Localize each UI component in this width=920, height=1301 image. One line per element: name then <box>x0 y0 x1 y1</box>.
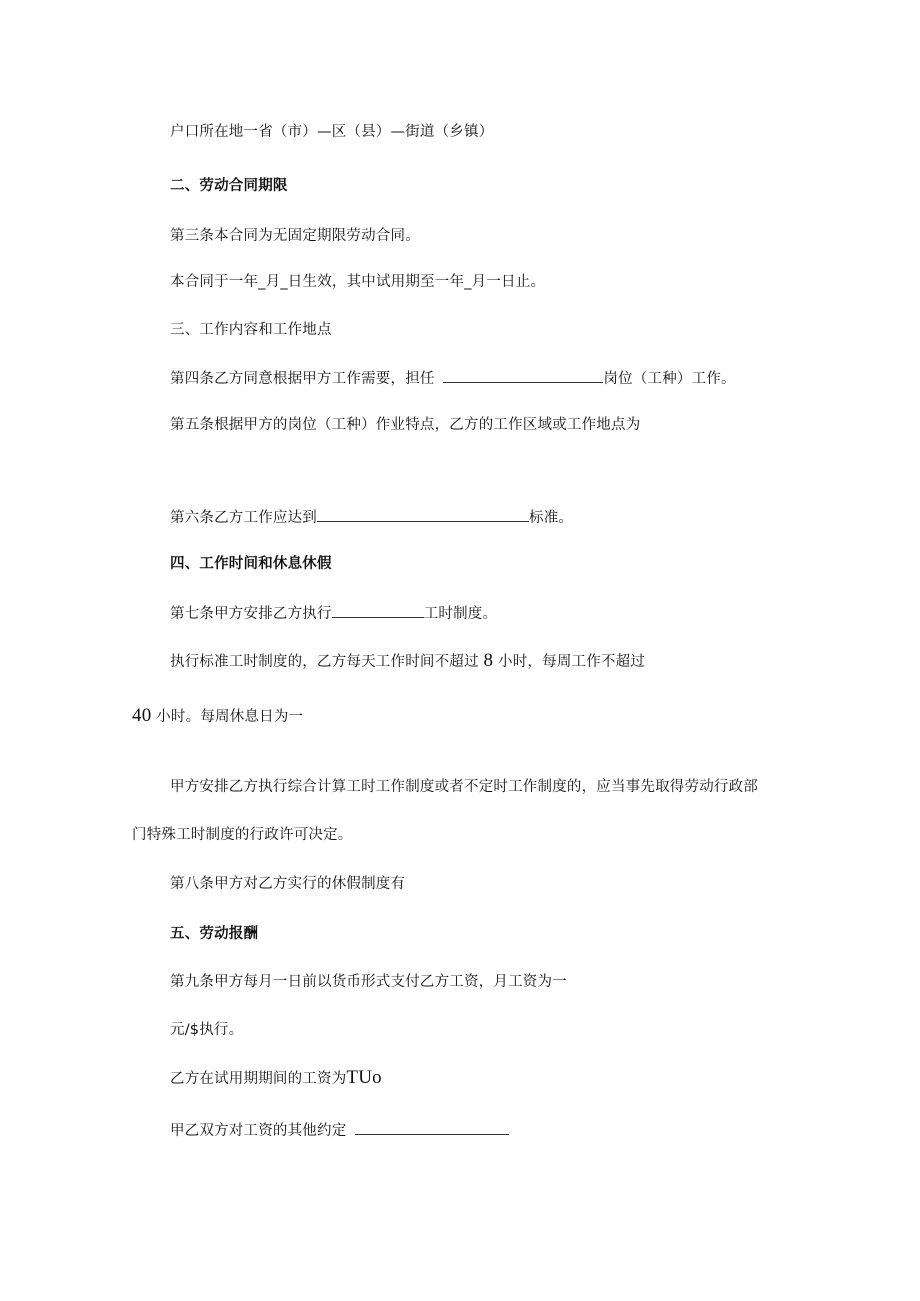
section-heading-contract-term <box>170 176 288 196</box>
section-heading-work-content <box>170 320 332 340</box>
special-hours-continuation-line <box>132 825 353 845</box>
article-3-line <box>170 226 420 246</box>
section-heading-working-hours <box>170 554 332 574</box>
contract-effective-text: 本合同于一年_月_日生效，其中试用期至一年_月一日止。 <box>170 274 546 290</box>
section-heading-work-content-text: 三、工作内容和工作地点 <box>170 322 332 338</box>
other-wage-blank-field[interactable] <box>355 1120 509 1135</box>
special-hours-continuation-text: 门特殊工时制度的行政许可决定。 <box>132 827 353 843</box>
other-wage-agreement-text: 甲乙双方对工资的其他约定 <box>170 1123 347 1139</box>
position-blank-field[interactable] <box>443 368 603 383</box>
household-registration-line <box>170 122 493 142</box>
contract-effective-line <box>170 272 545 292</box>
wage-unit-line <box>170 1020 243 1040</box>
standard-hours-text-after: 小时，每周工作不超过 <box>498 654 646 670</box>
probation-wage-text: 乙方在试用期期间的工资为 <box>170 1071 347 1087</box>
weekly-hours-number: 40 <box>132 705 152 726</box>
household-registration-text: 户口所在地一省（市）—区（县）—街道（乡镇） <box>170 124 494 140</box>
article-9-line <box>170 972 567 992</box>
article-8-text: 第八条甲方对乙方实行的休假制度有 <box>170 876 406 892</box>
article-5-line <box>170 415 640 435</box>
daily-hours-number: 8 <box>483 650 494 671</box>
article-9-text: 第九条甲方每月一日前以货币形式支付乙方工资，月工资为一 <box>170 974 567 990</box>
probation-wage-tail: TUo <box>346 1067 382 1088</box>
special-hours-line <box>170 777 758 797</box>
section-heading-working-hours-text: 四、工作时间和休息休假 <box>170 556 332 572</box>
section-heading-remuneration-text: 五、劳动报酬 <box>170 926 259 942</box>
article-6-text-before: 第六条乙方工作应达到 <box>170 510 317 526</box>
article-3-text: 第三条本合同为无固定期限劳动合同。 <box>170 228 420 244</box>
article-8-line <box>170 874 405 894</box>
other-wage-agreement-line <box>170 1120 509 1141</box>
standard-hours-text-before: 执行标准工时制度的，乙方每天工作时间不超过 <box>170 654 479 670</box>
article-5-text: 第五条根据甲方的岗位（工种）作业特点，乙方的工作区域或工作地点为 <box>170 417 641 433</box>
article-4-text-after: 岗位（工种）工作。 <box>603 371 736 387</box>
hours-system-blank-field[interactable] <box>332 603 424 618</box>
article-7-text-before: 第七条甲方安排乙方执行 <box>170 606 332 622</box>
article-6-line <box>170 507 573 528</box>
article-4-text-before: 第四条乙方同意根据甲方工作需要，担任 <box>170 371 435 387</box>
standard-blank-field[interactable] <box>317 507 529 522</box>
special-hours-text: 甲方安排乙方执行综合计算工时工作制度或者不定时工作制度的，应当事先取得劳动行政部 <box>170 779 758 795</box>
article-7-text-after: 工时制度。 <box>423 606 498 622</box>
article-6-text-after: 标准。 <box>529 510 574 526</box>
article-4-line <box>170 368 736 389</box>
weekly-hours-text: 小时。每周休息日为一 <box>156 709 304 725</box>
wage-unit-text: 元/$执行。 <box>170 1022 244 1038</box>
standard-hours-line <box>170 651 645 672</box>
article-7-line <box>170 603 497 624</box>
probation-wage-line <box>170 1068 382 1089</box>
section-heading-contract-term-text: 二、劳动合同期限 <box>170 178 288 194</box>
weekly-hours-line <box>132 706 303 727</box>
section-heading-remuneration <box>170 924 258 944</box>
